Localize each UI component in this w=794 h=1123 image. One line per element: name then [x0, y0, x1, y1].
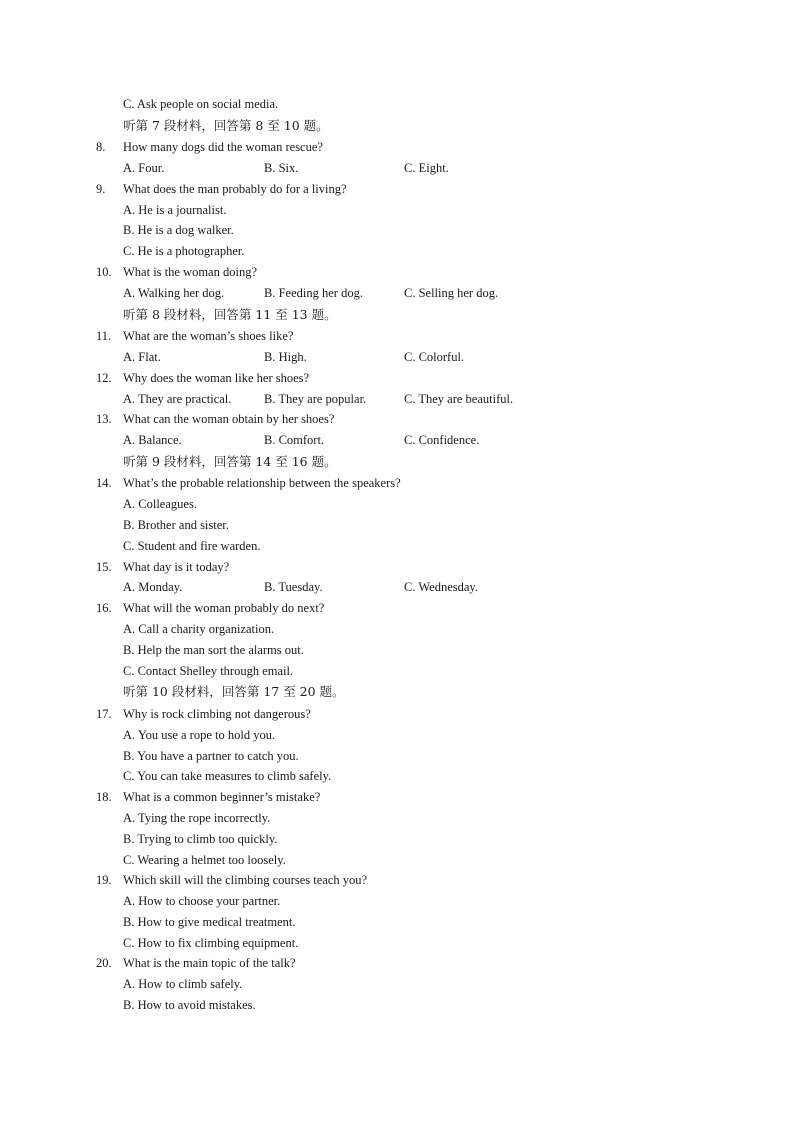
answer-option: C. How to fix climbing equipment.	[123, 935, 299, 950]
answer-option: B. Brother and sister.	[123, 518, 229, 533]
answer-option: A. How to climb safely.	[123, 977, 243, 992]
answer-option: C. You can take measures to climb safely.	[123, 769, 332, 784]
section-instruction-text: 听第 9 段材料，回答第 14 至 16 题。	[123, 453, 337, 469]
answer-option: C. Eight.	[404, 161, 449, 176]
section-instruction-text: 听第 8 段材料，回答第 11 至 13 题。	[123, 306, 337, 322]
answer-option: C. Ask people on social media.	[123, 97, 279, 111]
question-number: 10.	[96, 265, 112, 280]
option-line	[0, 640, 794, 661]
question-number: 13.	[96, 412, 112, 427]
question-text: Why does the woman like her shoes?	[123, 370, 310, 385]
answer-option: C. Confidence.	[404, 433, 480, 448]
question-text: What can the woman obtain by her shoes?	[123, 412, 335, 427]
question-number: 14.	[96, 476, 112, 491]
answer-option: C. Wearing a helmet too loosely.	[123, 852, 286, 867]
question-number: 11.	[96, 329, 112, 344]
question-number: 12.	[96, 370, 112, 385]
question-text: What will the woman probably do next?	[123, 601, 325, 616]
answer-option: B. Six.	[264, 161, 299, 176]
question-number: 19.	[96, 873, 112, 888]
question-text: What is the main topic of the talk?	[123, 956, 296, 971]
options-row	[0, 430, 794, 451]
exam-page	[0, 94, 794, 1016]
option-line	[0, 746, 794, 767]
option-line	[0, 619, 794, 640]
question-stem	[0, 787, 794, 808]
question-text: Why is rock climbing not dangerous?	[123, 706, 311, 721]
answer-option: C. He is a photographer.	[123, 244, 245, 259]
question-stem	[0, 598, 794, 619]
option-line	[0, 725, 794, 746]
question-number: 18.	[96, 790, 112, 805]
answer-option: A. Walking her dog.	[123, 285, 225, 300]
option-line	[0, 200, 794, 221]
answer-option: A. Call a charity organization.	[123, 622, 275, 637]
answer-option: B. How to give medical treatment.	[123, 914, 296, 929]
section-instruction	[0, 304, 794, 327]
question-stem	[0, 368, 794, 389]
answer-option: B. He is a dog walker.	[123, 223, 234, 238]
question-stem	[0, 870, 794, 891]
question-text: What is the woman doing?	[123, 265, 257, 280]
question-text: What does the man probably do for a living?	[123, 181, 347, 196]
question-stem	[0, 137, 794, 158]
question-stem	[0, 326, 794, 347]
answer-option: C. They are beautiful.	[404, 391, 514, 406]
option-line	[0, 995, 794, 1016]
question-number: 8.	[96, 140, 106, 155]
answer-option: B. Help the man sort the alarms out.	[123, 642, 304, 657]
options-row	[0, 389, 794, 410]
section-instruction	[0, 681, 794, 704]
option-line	[0, 829, 794, 850]
section-instruction	[0, 451, 794, 474]
question-stem	[0, 473, 794, 494]
options-row	[0, 577, 794, 598]
option-line	[0, 94, 794, 115]
question-stem	[0, 704, 794, 725]
option-line	[0, 766, 794, 787]
option-line	[0, 808, 794, 829]
answer-option: B. Feeding her dog.	[264, 285, 363, 300]
options-row	[0, 283, 794, 304]
answer-option: C. Wednesday.	[404, 580, 478, 595]
option-line	[0, 891, 794, 912]
question-stem	[0, 953, 794, 974]
answer-option: C. Student and fire warden.	[123, 538, 261, 553]
question-number: 16.	[96, 601, 112, 616]
section-instruction-text: 听第 10 段材料，回答第 17 至 20 题。	[123, 684, 345, 700]
answer-option: B. Trying to climb too quickly.	[123, 831, 278, 846]
answer-option: A. He is a journalist.	[123, 202, 227, 217]
question-text: What is a common beginner’s mistake?	[123, 790, 321, 805]
answer-option: B. Tuesday.	[264, 580, 323, 595]
question-stem	[0, 557, 794, 578]
answer-option: A. You use a rope to hold you.	[123, 727, 276, 742]
answer-option: C. Colorful.	[404, 349, 465, 364]
question-number: 20.	[96, 956, 112, 971]
section-instruction-text: 听第 7 段材料，回答第 8 至 10 题。	[123, 117, 329, 133]
answer-option: A. Four.	[123, 161, 165, 176]
option-line	[0, 912, 794, 933]
question-stem	[0, 262, 794, 283]
answer-option: B. Comfort.	[264, 433, 325, 448]
answer-option: A. Colleagues.	[123, 497, 197, 512]
option-line	[0, 241, 794, 262]
answer-option: A. Balance.	[123, 433, 182, 448]
options-row	[0, 158, 794, 179]
options-row	[0, 347, 794, 368]
question-text: What day is it today?	[123, 559, 230, 574]
question-text: What are the woman’s shoes like?	[123, 329, 294, 344]
question-number: 9.	[96, 181, 106, 196]
option-line	[0, 850, 794, 871]
answer-option: A. Monday.	[123, 580, 183, 595]
question-number: 15.	[96, 559, 112, 574]
option-line	[0, 220, 794, 241]
option-line	[0, 515, 794, 536]
section-instruction	[0, 115, 794, 138]
question-stem	[0, 179, 794, 200]
answer-option: B. You have a partner to catch you.	[123, 748, 299, 763]
option-line	[0, 536, 794, 557]
option-line	[0, 974, 794, 995]
question-text: What’s the probable relationship between the speakers?	[123, 476, 401, 491]
question-stem	[0, 409, 794, 430]
answer-option: B. They are popular.	[264, 391, 367, 406]
question-text: Which skill will the climbing courses teach you?	[123, 873, 368, 888]
option-line	[0, 933, 794, 954]
answer-option: A. How to choose your partner.	[123, 894, 281, 909]
option-line	[0, 661, 794, 682]
answer-option: A. Flat.	[123, 349, 161, 364]
answer-option: B. High.	[264, 349, 307, 364]
answer-option: C. Contact Shelley through email.	[123, 663, 294, 678]
question-text: How many dogs did the woman rescue?	[123, 140, 323, 155]
answer-option: C. Selling her dog.	[404, 285, 499, 300]
question-number: 17.	[96, 706, 112, 721]
answer-option: A. Tying the rope incorrectly.	[123, 810, 271, 825]
answer-option: A. They are practical.	[123, 391, 232, 406]
answer-option: B. How to avoid mistakes.	[123, 998, 256, 1013]
option-line	[0, 494, 794, 515]
